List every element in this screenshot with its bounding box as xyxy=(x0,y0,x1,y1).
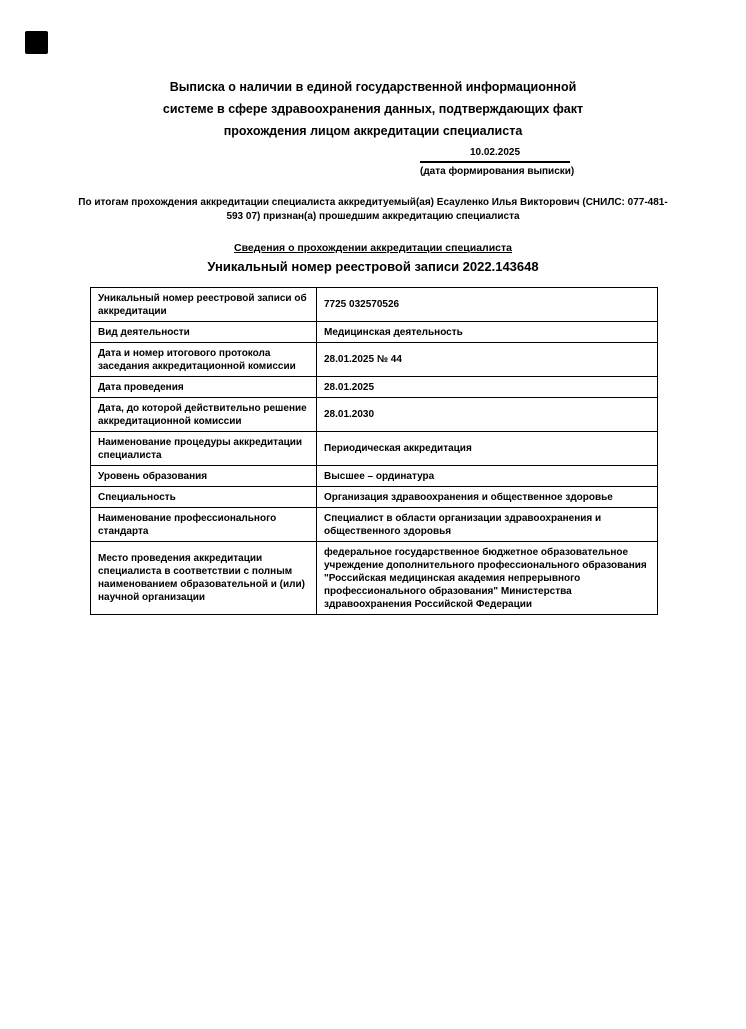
row-label: Дата проведения xyxy=(91,377,317,398)
table-row xyxy=(91,377,658,398)
row-label: Дата и номер итогового протокола заседания аккредитационной комиссии xyxy=(91,343,317,377)
formation-date-block xyxy=(420,146,575,178)
row-value: федеральное государственное бюджетное образовательное учреждение дополнительного профессионального образования "Российская медицинская академия непрерывного профессионального образования" Министерства здравоохранения Российской Федерации xyxy=(317,542,658,615)
row-label: Специальность xyxy=(91,487,317,508)
row-label: Наименование процедуры аккредитации специалиста xyxy=(91,432,317,466)
row-value: Высшее – ординатура xyxy=(317,466,658,487)
row-label: Дата, до которой действительно решение аккредитационной комиссии xyxy=(91,398,317,432)
formation-date-caption: (дата формирования выписки) xyxy=(420,166,575,177)
row-label: Наименование профессионального стандарта xyxy=(91,508,317,542)
table-row xyxy=(91,398,658,432)
row-value: 28.01.2025 xyxy=(317,377,658,398)
row-value: 28.01.2025 № 44 xyxy=(317,343,658,377)
row-value: 28.01.2030 xyxy=(317,398,658,432)
accreditation-table xyxy=(90,287,658,615)
table-row xyxy=(91,288,658,322)
row-value: Специалист в области организации здравоохранения и общественного здоровья xyxy=(317,508,658,542)
table-row xyxy=(91,466,658,487)
row-value: Организация здравоохранения и общественное здоровье xyxy=(317,487,658,508)
row-label: Уникальный номер реестровой записи об аккредитации xyxy=(91,288,317,322)
intro-paragraph: По итогам прохождения аккредитации специалиста аккредитуемый(ая) Есауленко Илья Викторович (СНИЛС: 077-481-593 07) признан(а) прошедшим аккредитацию специалиста xyxy=(78,197,668,222)
row-value: 7725 032570526 xyxy=(317,288,658,322)
row-value: Медицинская деятельность xyxy=(317,322,658,343)
table-row xyxy=(91,542,658,615)
table-row xyxy=(91,508,658,542)
row-label: Вид деятельности xyxy=(91,322,317,343)
registry-number-heading: Уникальный номер реестровой записи 2022.143648 xyxy=(207,259,539,274)
corner-black-square-mark xyxy=(25,31,48,54)
row-label: Место проведения аккредитации специалиста в соответствии с полным наименованием образовательной и (или) научной организации xyxy=(91,542,317,615)
formation-date: 10.02.2025 xyxy=(420,146,570,163)
section-heading: Сведения о прохождении аккредитации специалиста xyxy=(234,242,512,254)
row-value: Периодическая аккредитация xyxy=(317,432,658,466)
table-row xyxy=(91,343,658,377)
row-label: Уровень образования xyxy=(91,466,317,487)
table-row xyxy=(91,322,658,343)
document-title: Выписка о наличии в единой государственной информационной системе в сфере здравоохранения данных, подтверждающих факт прохождения лицом аккредитации специалиста xyxy=(162,80,584,138)
table-row xyxy=(91,432,658,466)
table-row xyxy=(91,487,658,508)
